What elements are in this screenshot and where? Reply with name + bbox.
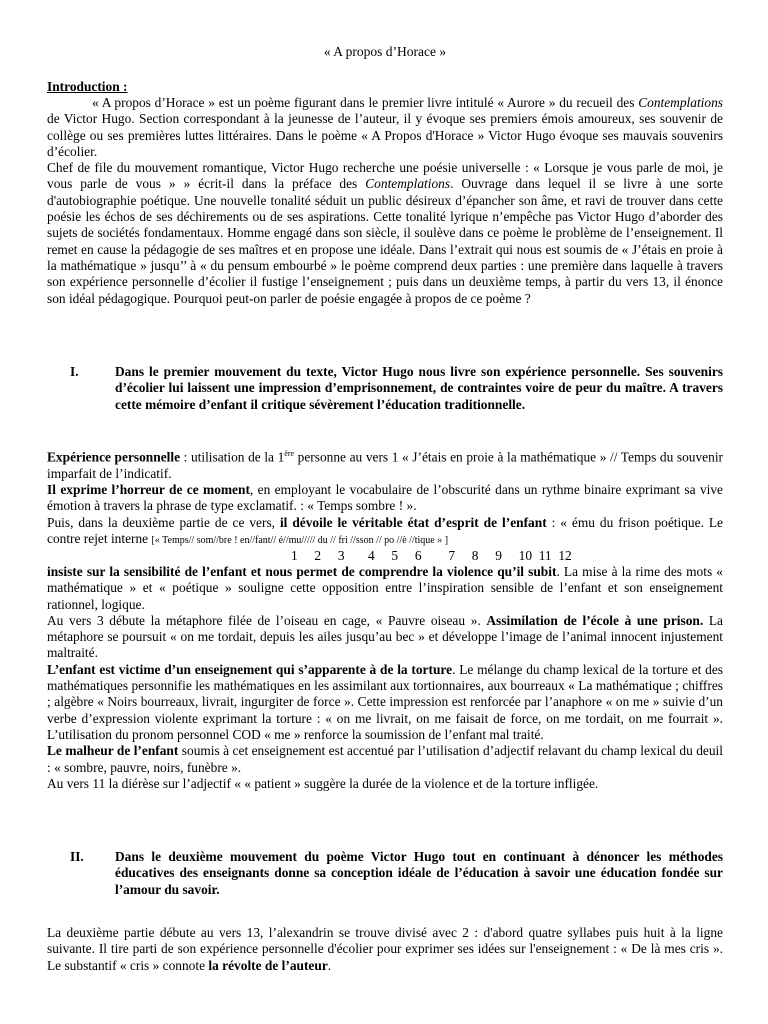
intro-paragraph-2: Chef de file du mouvement romantique, Victor Hugo recherche une poésie universelle : « Lorsque je vous parle de moi, je vous parle de vous » » écrit-il dans la préface des Contemplations. Ouvrage dans lequel il se livre à une sorte d'autobiographie poétique. Une nouvelle tonalité séduit un public désireux d’épancher son âme, et ravi de trouver dans cette poésie les échos de ses déchirements ou de ses aspirations. Cette tonalité lyrique n’empêche pas Victor Hugo d’aborder des sujets de sociétés fondamentaux. Homme engagé dans son siècle, il soulève dans ce poème le problème de l’enseignement. Il remet en cause la pédagogie de ses maîtres et en propose une idéale. Dans l’extrait qui nous est soumis de « J’étais en proie à la mathématique » jusqu’’ à « du pensum embourbé » le poème comprend deux parties : une première dans laquelle à travers son expérience personnelle d’écolier il fustige l’enseignement ; puis dans un deuxième temps, à partir du vers 13, il énonce son idéal pédagogique. Pourquoi peut-on parler de poésie engagée à propos de ce poème ? xyxy=(47,160,723,306)
s1-line-7: Le malheur de l’enfant soumis à cet enseignement est accentué par l’utilisation d’adjectif relavant du champ lexical du deuil : « sombre, pauvre, noirs, funèbre ». xyxy=(47,743,723,775)
document-title: « A propos d’Horace » xyxy=(323,44,447,59)
introduction-heading: Introduction : xyxy=(47,79,128,94)
section-1-number: I. xyxy=(70,364,79,379)
section-1-title: Dans le premier mouvement du texte, Victor Hugo nous livre son expérience personnelle. Ses souvenirs d’écolier lui laissent une impression d’emprisonnement, de contraintes voire de peur du maître. A travers cette mémoire d’enfant il critique sévèrement l’éducation traditionnelle. xyxy=(115,364,723,412)
section-1-heading xyxy=(70,364,723,413)
s1-line-4: insiste sur la sensibilité de l’enfant et nous permet de comprendre la violence qu’il subit. La mise à la rime des mots « mathématique » et « poétique » souligne cette opposition entre l’inspiration sensible de l’enfant et son enseignement rationnel, logique. xyxy=(47,564,723,612)
s1-line-8: Au vers 11 la diérèse sur l’adjectif « « patient » suggère la durée de la violence et de la torture infligée. xyxy=(47,775,599,791)
section-2-heading xyxy=(70,849,723,898)
section-2-number: II. xyxy=(70,849,84,864)
s1-line-2: Il exprime l’horreur de ce moment, en employant le vocabulaire de l’obscurité dans un rythme binaire exprimant sa vive émotion à travers la phrase de type exclamatif. : « Temps sombre ! ». xyxy=(47,482,723,514)
introduction-body xyxy=(47,95,723,307)
section-1-body xyxy=(47,446,723,549)
s2-paragraph-1: La deuxième partie débute au vers 13, l’alexandrin se trouve divisé avec 2 : d'abord quatre syllabes puis huit à la ligne suivante. Il tire parti de son expérience personnelle d'écolier pour exprimer ses idées sur l'enseignement : « De là mes cris ». Le substantif « cris » connote la révolte de l’auteur. xyxy=(47,925,723,973)
s1-line-3: Puis, dans la deuxième partie de ce vers, il dévoile le véritable état d’esprit de l’enfant : « ému du frison poétique. Le contre rejet interne [« Temps// som//bre ! en//fant// é//mu///// du // fri //sson // po //è //tique » ] xyxy=(47,514,723,546)
section-2-body xyxy=(47,925,723,974)
section-1-body-continued xyxy=(47,564,723,792)
s1-line-5: Au vers 3 débute la métaphore filée de l’oiseau en cage, « Pauvre oiseau ». Assimilation de l’école à une prison. La métaphore se poursuit « on me tordait, depuis les ailes jusqu’au bec » et développe l’image de l’animal innocent injustement maltraité. xyxy=(47,612,723,661)
s1-line-6: L’enfant est victime d’un enseignement qui s’apparente à de la torture. Le mélange du champ lexical de la torture et des mathématiques personnifie les mathématiques en les assimilant aux tortionnaires, aux bourreaux « La mathématique ; chiffres ; algèbre « Noirs bourreaux, livrait, ingurgiter de force ». Cette impression est renforcée par l’anaphore « on me » suivie d’un verbe d’expression violente exprimant la torture : « on me livrait, on me faisait de force, on me tordait, on me fourrait ». L’utilisation du pronom personnel COD « me » renforce la soumission de l’enfant mal traité. xyxy=(47,661,723,742)
s1-line-1: Expérience personnelle : utilisation de la 1ère personne au vers 1 « J’étais en proie à la mathématique » // Temps du souvenir imparfait de l’indicatif. xyxy=(47,449,723,481)
syllable-numbers: 1 2 3 4 5 6 7 8 9 10 11 12 xyxy=(291,548,572,563)
intro-paragraph-1: « A propos d’Horace » est un poème figurant dans le premier livre intitulé « Aurore » du recueil des Contemplations de Victor Hugo. Section correspondant à la jeunesse de l’auteur, il y évoque ses premiers émois amoureux, ses souvenir de collège ou ses premières luttes littéraires. Dans le poème « A Propos d'Horace » Victor Hugo évoque ses mauvais souvenirs d’écolier. xyxy=(47,95,723,159)
section-2-title: Dans le deuxième mouvement du poème Victor Hugo tout en continuant à dénoncer les méthodes éducatives des enseignants donne sa conception idéale de l’éducation à savoir une éducation fondée sur l’amour du savoir. xyxy=(115,849,723,897)
